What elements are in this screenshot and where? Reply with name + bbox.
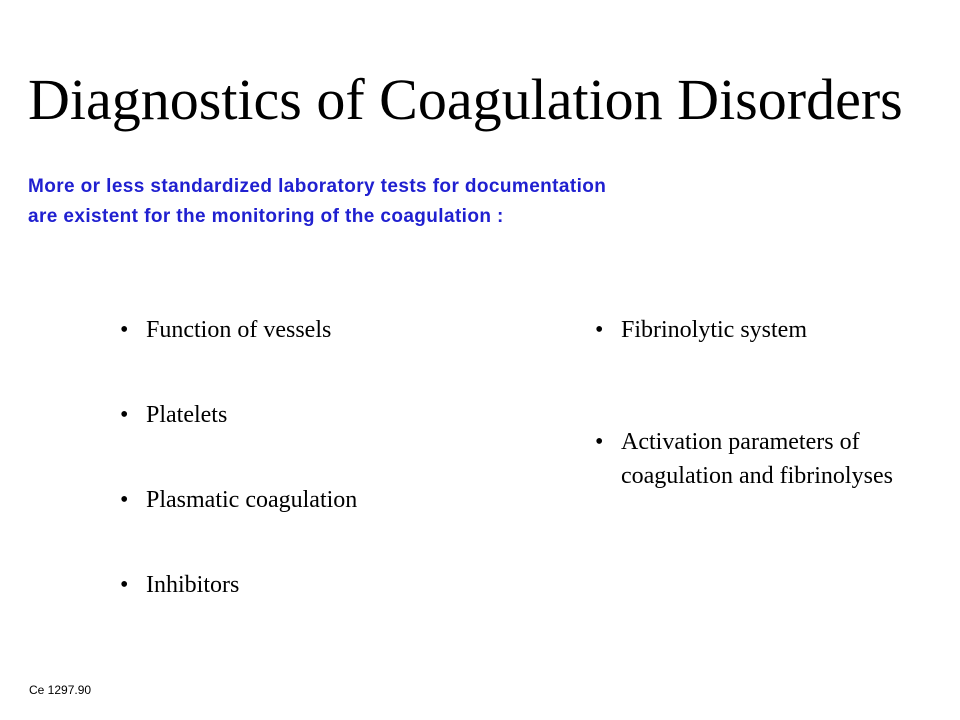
slide-title: Diagnostics of Coagulation Disorders [28,67,903,132]
bullet-icon: • [595,317,604,343]
subtitle-line: More or less standardized laboratory tests for documentation [28,176,607,197]
list-item-label: Inhibitors [146,572,240,598]
bullet-icon: • [120,402,129,428]
list-item [120,313,357,398]
list-item [120,483,357,568]
list-item [120,568,357,653]
right-bullet-list [595,313,951,493]
slide-subtitle [28,172,606,232]
subtitle-line: are existent for the monitoring of the coagulation : [28,206,504,227]
list-item-label: Plasmatic coagulation [146,487,358,513]
left-bullet-list [120,313,357,653]
bullet-icon: • [120,487,129,513]
bullet-icon: • [120,572,129,598]
slide-footer-code: Ce 1297.90 [29,683,92,697]
list-item-label: Activation parameters of coagulation and fibrinolyses [621,429,893,489]
list-item [595,425,951,493]
list-item-label: Platelets [146,402,228,428]
list-item [595,313,951,425]
bullet-icon: • [595,429,604,455]
bullet-icon: • [120,317,129,343]
list-item-label: Function of vessels [146,317,332,343]
list-item [120,398,357,483]
list-item-label: Fibrinolytic system [621,317,807,343]
